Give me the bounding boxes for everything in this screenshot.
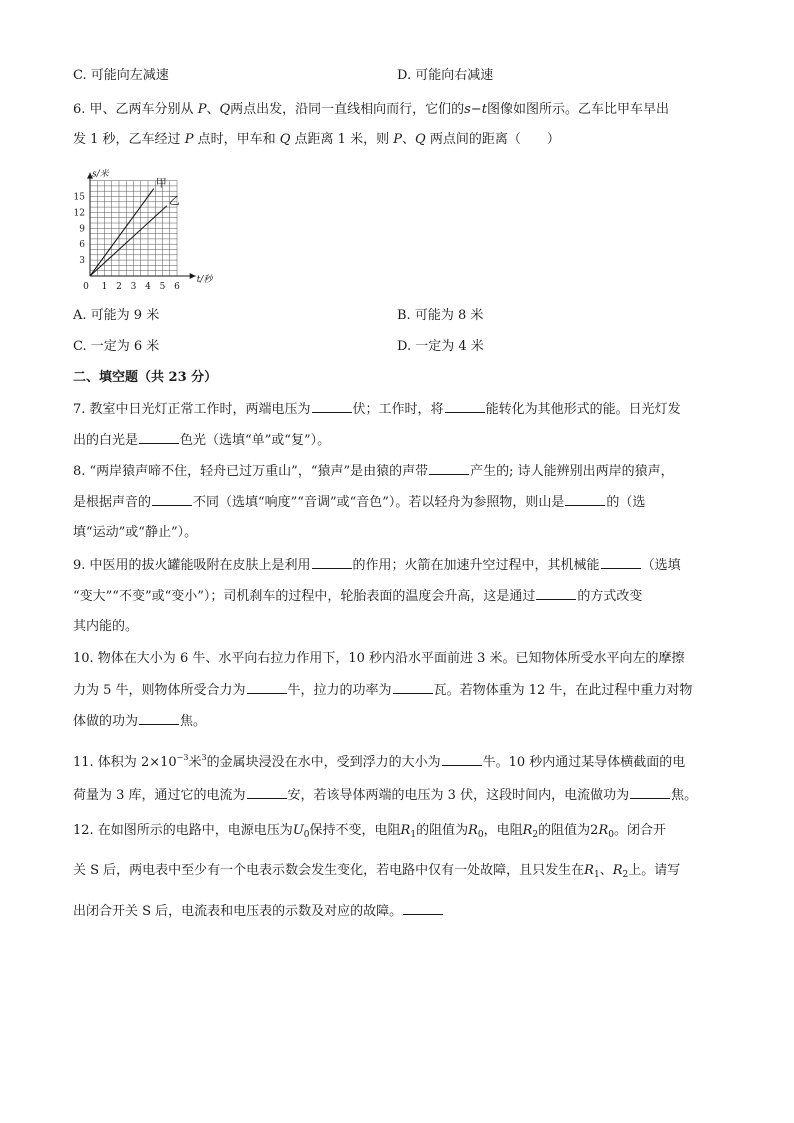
blank[interactable]: [393, 681, 433, 694]
q6-option-a: A. 可能为 9 米: [73, 308, 160, 323]
chart-axes: [87, 173, 196, 279]
blank[interactable]: [139, 712, 179, 725]
x-tick-label: 2: [116, 282, 122, 292]
x-tick-label: 1: [101, 282, 108, 292]
q10-line2: 力为 5 牛，则物体所受合力为 牛，拉力的功率为 瓦。若物体重为 12 牛，在此过程中重力对物: [73, 683, 693, 698]
series-label: 甲: [155, 176, 167, 190]
x-tick-label: 0: [83, 282, 89, 292]
y-tick-label: 12: [73, 208, 85, 219]
x-axis-arrow: [190, 273, 196, 279]
section-title: 二、填空题（共 23 分）: [73, 370, 218, 385]
y-tick-label: 15: [73, 192, 85, 203]
q12-line3: 出闭合开关 S 后，电流表和电压表的示数及对应的故障。: [73, 902, 444, 921]
q12-line1: 12. 在如图所示的电路中，电源电压为$U_0$保持不变，电阻$R_1$的阻值为$R_0$，电阻$R_2$的阻值为$2R_0$。闭合开: [73, 823, 666, 840]
blank[interactable]: [630, 786, 670, 799]
y-tick-label: 6: [79, 240, 85, 251]
series-label: 乙: [168, 193, 180, 207]
q5-option-c: C. 可能向左减速: [73, 68, 169, 83]
chart-grid: [90, 181, 177, 276]
q9-line2: “变大”“不变”或“变小”）；司机刹车的过程中，轮胎表面的温度会升高，这是通过 的方式改变: [73, 589, 643, 604]
q9-line3: 其内能的。: [73, 619, 139, 634]
q8-line3: 填“运动”或“静止”）。: [73, 525, 198, 540]
q9-line1: 9. 中医用的拔火罐能吸附在皮肤上是利用 的作用；火箭在加速升空过程中，其机械能 （选填: [73, 558, 681, 573]
q7-line1: 7. 教室中日光灯正常工作时，两端电压为 伏；工作时，将 能转化为其他形式的能。日光灯发: [73, 402, 681, 417]
blank[interactable]: [536, 587, 576, 600]
blank[interactable]: [312, 400, 352, 413]
x-axis-label: t/秒: [196, 275, 213, 285]
x-tick-label: 5: [159, 282, 166, 292]
q6-stem-line2: 发 1 秒，乙车经过 P 点时，甲车和 Q 点距离 1 米，则 P、Q 两点间的距离（ ）: [73, 132, 560, 147]
q11-line2: 荷量为 3 库，通过它的电流为 安，若该导体两端的电压为 3 伏，这段时间内，电流做功为 焦。: [73, 788, 698, 803]
q6-option-b: B. 可能为 8 米: [397, 308, 484, 323]
y-axis-label: s/米: [92, 169, 109, 180]
q8-line1: 8. “两岸猿声啼不住，轻舟已过万重山”，“猿声”是由猿的声带 产生的; 诗人能辨别出两岸的猿声，: [73, 464, 674, 479]
q10-line3: 体做的功为 焦。: [73, 714, 207, 729]
x-tick-label: 6: [174, 282, 180, 292]
blank[interactable]: [403, 902, 443, 915]
x-tick-label: 4: [145, 282, 151, 292]
q5-option-d: D. 可能向右减速: [397, 68, 494, 83]
blank[interactable]: [442, 753, 482, 766]
q7-line2: 出的白光是 色光（选填“单”或“复”）。: [73, 433, 331, 448]
blank[interactable]: [429, 462, 469, 475]
y-tick-label: 3: [79, 256, 85, 267]
q11-line1: 11. 体积为 $2\times 10^{-3}$米$^3$的金属块浸没在水中，受到浮力的大小为 牛。10 秒内通过某导体横截面的电: [73, 753, 686, 770]
blank[interactable]: [565, 493, 605, 506]
x-tick-label: 3: [130, 282, 137, 292]
q10-line1: 10. 物体在大小为 6 牛、水平向右拉力作用下，10 秒内沿水平面前进 3 米。已知物体所受水平向左的摩擦: [73, 651, 685, 666]
st-graph: [72, 166, 222, 296]
blank[interactable]: [445, 400, 485, 413]
y-tick-label: 9: [79, 224, 85, 235]
q6-option-d: D. 一定为 4 米: [397, 339, 484, 354]
q6-stem-line1: 6. 甲、乙两车分别从 P、Q两点出发，沿同一直线相向而行，它们的s−t图像如图所示。乙车比甲车早出: [73, 102, 669, 117]
blank[interactable]: [139, 431, 179, 444]
blank[interactable]: [152, 493, 192, 506]
q8-line2: 是根据声音的 不同（选填“响度”“音调”或“音色”）。若以轻舟为参照物，则山是 的（选: [73, 495, 646, 510]
blank[interactable]: [601, 556, 641, 569]
q6-option-c: C. 一定为 6 米: [73, 339, 160, 354]
q12-line2: 关 S 后，两电表中至少有一个电表示数会发生变化，若电路中仅有一处故障，且只发生在$R_1$、$R_2$上。请写: [73, 863, 681, 880]
blank[interactable]: [312, 556, 352, 569]
blank[interactable]: [247, 786, 287, 799]
blank[interactable]: [247, 681, 287, 694]
